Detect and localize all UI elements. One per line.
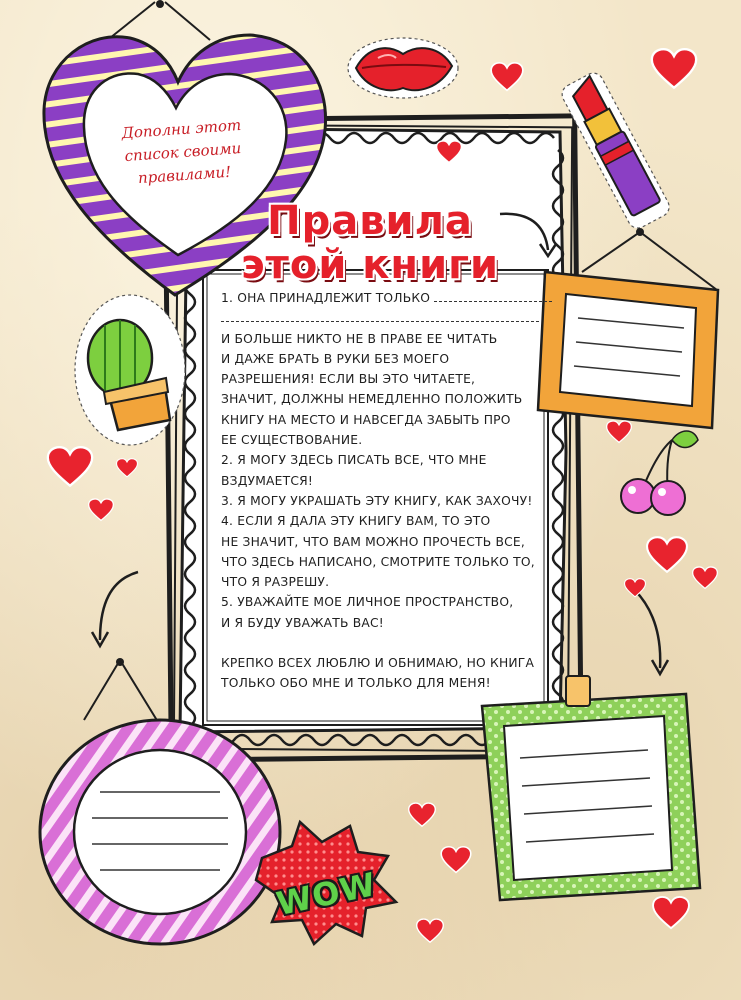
cherries-icon [621, 431, 698, 515]
orange-photo-frame [538, 228, 718, 428]
green-photo-frame [482, 676, 700, 900]
rule-line: ЧТО ЗДЕСЬ НАПИСАНО, СМОТРИТЕ ТОЛЬКО ТО, [221, 554, 535, 569]
cactus-icon [75, 295, 185, 445]
spacer [221, 633, 541, 653]
fill-in-line [434, 291, 552, 302]
rule-line: 5. УВАЖАЙТЕ МОЕ ЛИЧНОЕ ПРОСТРАНСТВО, [221, 595, 514, 610]
rule-line: РАЗРЕШЕНИЯ! ЕСЛИ ВЫ ЭТО ЧИТАЕТЕ, [221, 372, 476, 387]
rule-line: КНИГУ НА МЕСТО И НАВСЕГДА ЗАБЫТЬ ПРО [221, 412, 511, 427]
rule-line: И Я БУДУ УВАЖАТЬ ВАС! [221, 615, 384, 630]
rule-line: 4. ЕСЛИ Я ДАЛА ЭТУ КНИГУ ВАМ, ТО ЭТО [221, 514, 491, 529]
rule-line: 3. Я МОГУ УКРАШАТЬ ЭТУ КНИГУ, КАК ЗАХОЧУ! [221, 493, 533, 508]
heart-note [96, 112, 270, 193]
rule-line: ЗНАЧИТ, ДОЛЖНЫ НЕМЕДЛЕННО ПОЛОЖИТЬ [221, 392, 523, 407]
rule-line: ЕЕ СУЩЕСТВОВАНИЕ. [221, 433, 363, 448]
page-subtitle: этой книги [240, 242, 500, 288]
closing-line: КРЕПКО ВСЕХ ЛЮБЛЮ И ОБНИМАЮ, НО КНИГА [221, 656, 535, 671]
rule-line: НЕ ЗНАЧИТ, ЧТО ВАМ МОЖНО ПРОЧЕСТЬ ВСЕ, [221, 534, 525, 549]
rule-line: ЧТО Я РАЗРЕШУ. [221, 575, 330, 590]
closing-line: ТОЛЬКО ОБО МНЕ И ТОЛЬКО ДЛЯ МЕНЯ! [221, 676, 491, 691]
rules-text [221, 288, 541, 694]
page-title: Правила [267, 198, 473, 244]
rule-line: И БОЛЬШЕ НИКТО НЕ В ПРАВЕ ЕЕ ЧИТАТЬ [221, 331, 498, 346]
fill-in-line [221, 308, 541, 328]
lips-icon [348, 38, 458, 98]
heart-note-line: правилами! [137, 162, 232, 188]
heart-note-line: список своими [124, 138, 242, 166]
rule-line: И ДАЖЕ БРАТЬ В РУКИ БЕЗ МОЕГО [221, 351, 450, 366]
heart-note-line: Дополни этот [121, 115, 242, 143]
rule-line: 2. Я МОГУ ЗДЕСЬ ПИСАТЬ ВСЕ, ЧТО МНЕ [221, 453, 487, 468]
rule-line: 1. ОНА ПРИНАДЛЕЖИТ ТОЛЬКО [221, 288, 541, 308]
wow-sticker-text: WOW [273, 864, 380, 924]
rule-line: ВЗДУМАЕТСЯ! [221, 473, 313, 488]
